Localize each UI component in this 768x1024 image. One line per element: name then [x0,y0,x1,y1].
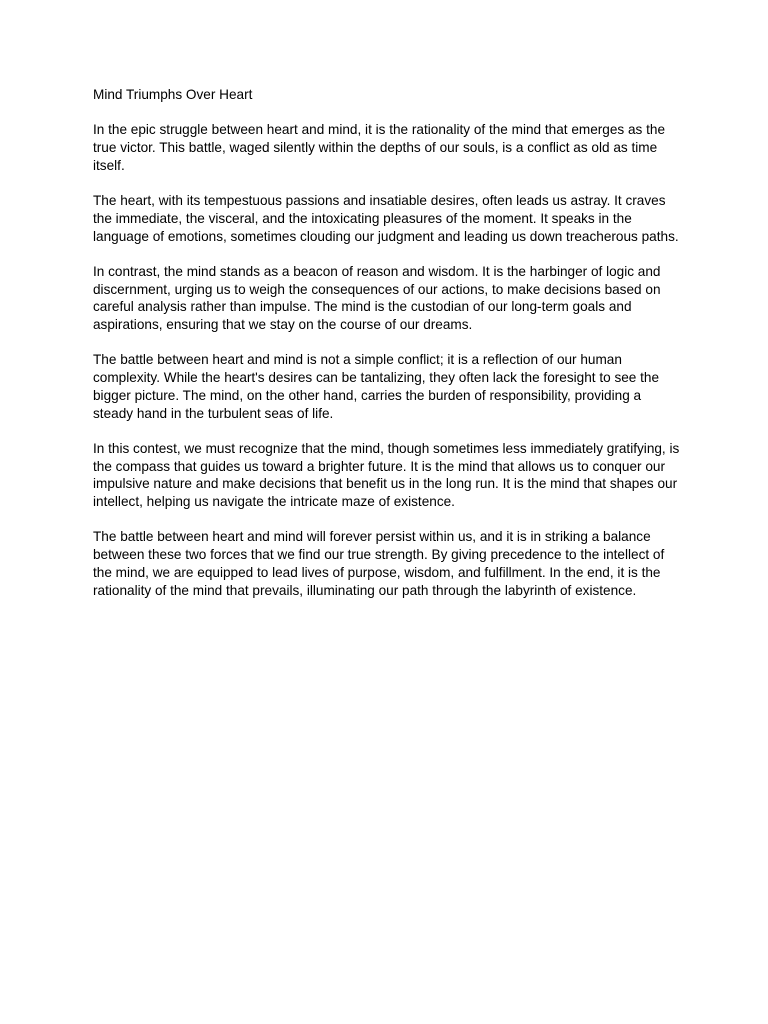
document-title: Mind Triumphs Over Heart [93,87,253,102]
paragraph-1: In the epic struggle between heart and mind, it is the rationality of the mind that emerges as the true victor. This battle, waged silently within the depths of our souls, is a conflict as old as time itself. [93,122,666,173]
paragraph-4: The battle between heart and mind is not a simple conflict; it is a reflection of our human complexity. While the heart's desires can be tantalizing, they often lack the foresight to see the bigger picture. The mind, on the other hand, carries the burden of responsibility, providing a steady hand in the turbulent seas of life. [93,352,660,421]
paragraph-5: In this contest, we must recognize that the mind, though sometimes less immediately gratifying, is the compass that guides us toward a brighter future. It is the mind that allows us to conquer our impulsive nature and make decisions that benefit us in the long run. It is the mind that shapes our intellect, helping us navigate the intricate maze of existence. [93,440,680,510]
paragraph-6: The battle between heart and mind will forever persist within us, and it is in striking a balance between these two forces that we find our true strength. By giving precedence to the intellect of the mind, we are equipped to lead lives of purpose, wisdom, and fulfillment. In the end, it is the rationality of the mind that prevails, illuminating our path through the labyrinth of existence. [93,529,665,598]
paragraph-2: The heart, with its tempestuous passions and insatiable desires, often leads us astray. It craves the immediate, the visceral, and the intoxicating pleasures of the moment. It speaks in the language of emotions, sometimes clouding our judgment and leading us down treacherous paths. [93,193,679,244]
document-body [93,86,683,617]
paragraph-3: In contrast, the mind stands as a beacon of reason and wisdom. It is the harbinger of logic and discernment, urging us to weigh the consequences of our actions, to make decisions based on careful analysis rather than impulse. The mind is the custodian of our long-term goals and aspirations, ensuring that we stay on the course of our dreams. [93,263,661,333]
